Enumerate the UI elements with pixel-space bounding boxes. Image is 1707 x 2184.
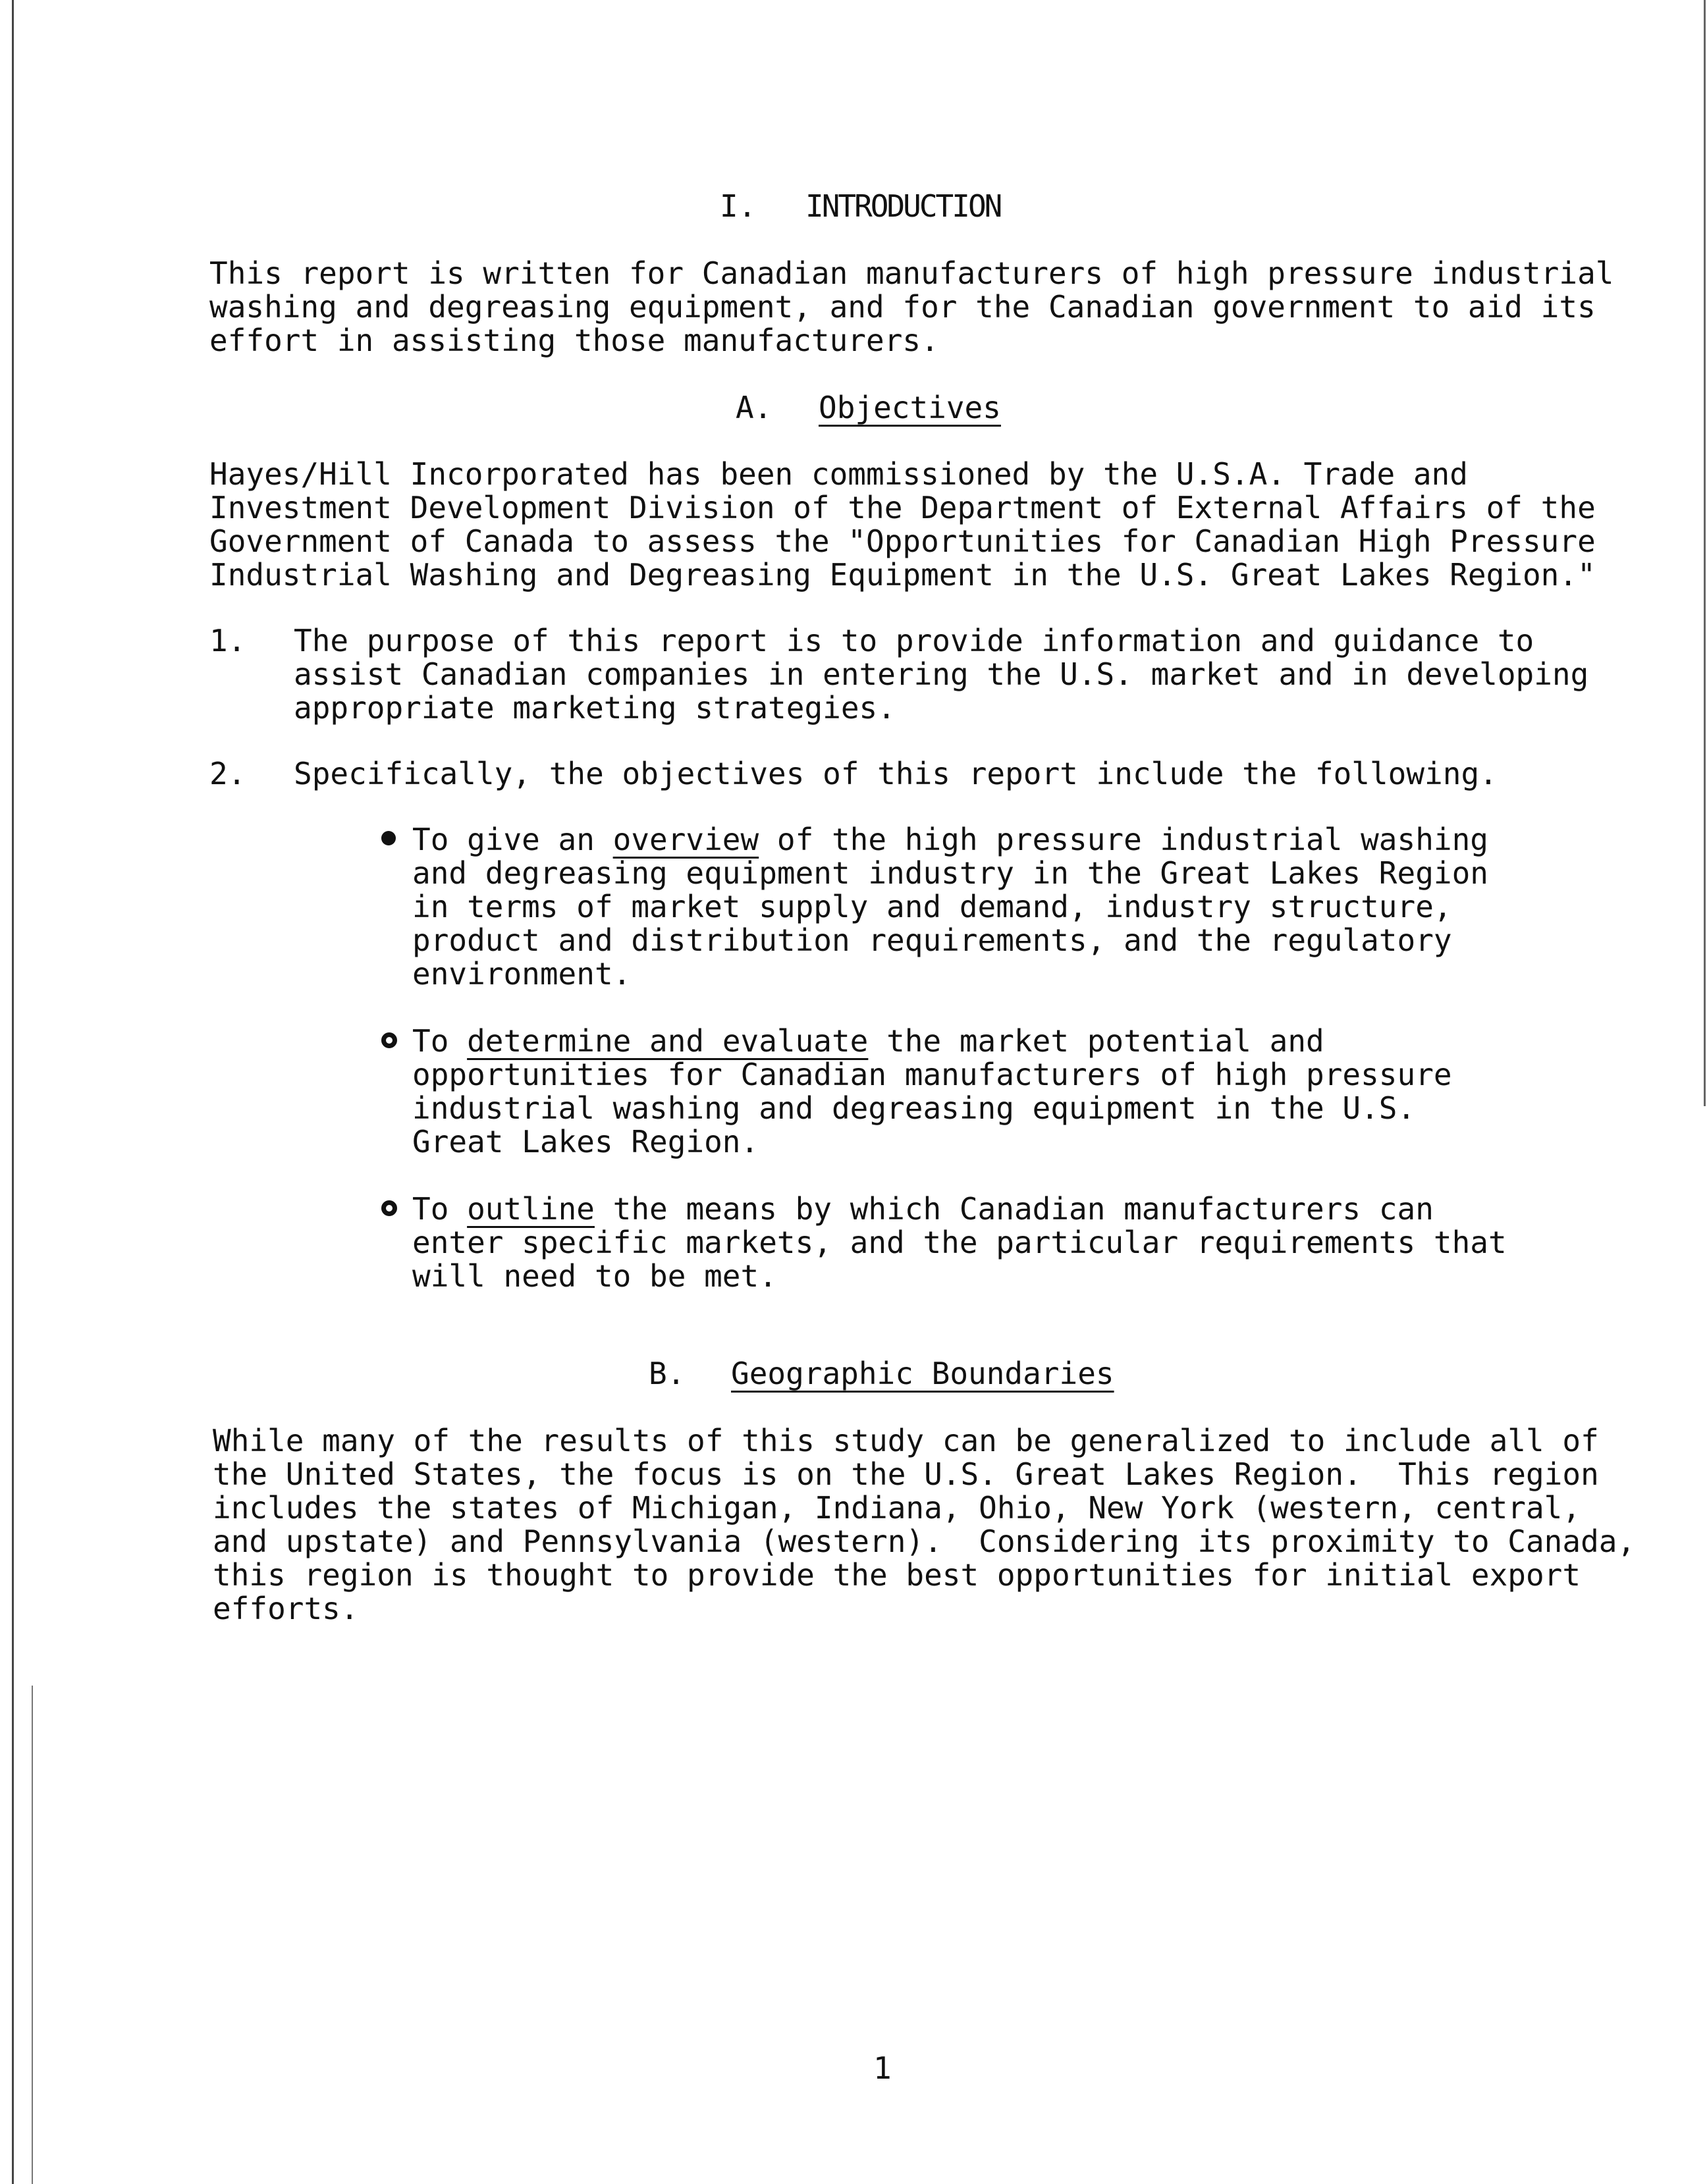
objectives-line: Hayes/Hill Incorporated has been commissioned by the U.S.A. Trade and bbox=[209, 456, 1468, 492]
page-number: 1 bbox=[873, 2050, 892, 2086]
scan-edge-left bbox=[12, 0, 14, 2184]
bullet-line: product and distribution requirements, and the regulatory bbox=[412, 922, 1452, 958]
bullet-first-line bbox=[412, 1191, 1434, 1227]
geographic-line: the United States, the focus is on the U.S. Great Lakes Region. This region bbox=[213, 1456, 1599, 1492]
geographic-heading: Geographic Boundaries bbox=[731, 1356, 1114, 1391]
bullet-first-line bbox=[412, 1023, 1324, 1059]
bullet-line: environment. bbox=[412, 956, 632, 992]
bullet-line: will need to be met. bbox=[412, 1258, 777, 1294]
list-item-number: 2. bbox=[209, 756, 246, 791]
bullet-keyword: outline bbox=[467, 1191, 595, 1227]
geographic-line: includes the states of Michigan, Indiana, Ohio, New York (western, central, bbox=[213, 1490, 1581, 1526]
geographic-line: this region is thought to provide the best opportunities for initial export bbox=[213, 1557, 1581, 1593]
bullet-keyword: overview bbox=[612, 822, 759, 857]
section-number: I. bbox=[720, 188, 757, 224]
bullet-text: the means by which Canadian manufacturers can bbox=[594, 1191, 1434, 1227]
objectives-letter: A. bbox=[736, 390, 772, 425]
bullet-icon bbox=[381, 831, 396, 845]
geographic-line: efforts. bbox=[213, 1591, 359, 1626]
bullet-line: enter specific markets, and the particular requirements that bbox=[412, 1225, 1507, 1260]
bullet-text: To bbox=[412, 1191, 468, 1227]
bullet-line: industrial washing and degreasing equipment in the U.S. bbox=[412, 1090, 1416, 1126]
bullet-line: Great Lakes Region. bbox=[412, 1124, 759, 1159]
section-title: INTRODUCTION bbox=[805, 188, 1001, 224]
list-item-number: 1. bbox=[209, 623, 246, 658]
list-item-line: The purpose of this report is to provide information and guidance to bbox=[294, 623, 1534, 658]
objectives-line: Government of Canada to assess the "Opportunities for Canadian High Pressure bbox=[209, 523, 1596, 559]
list-item-line: assist Canadian companies in entering the U.S. market and in developing bbox=[294, 656, 1589, 692]
bullet-icon bbox=[381, 1200, 397, 1216]
geographic-line: While many of the results of this study can be generalized to include all of bbox=[213, 1423, 1599, 1458]
list-item-line: Specifically, the objectives of this report include the following. bbox=[294, 756, 1498, 791]
objectives-line: Industrial Washing and Degreasing Equipment in the U.S. Great Lakes Region." bbox=[209, 557, 1596, 593]
geographic-letter: B. bbox=[649, 1356, 686, 1391]
objectives-line: Investment Development Division of the Department of External Affairs of the bbox=[209, 490, 1596, 525]
bullet-text: To bbox=[412, 1023, 468, 1059]
bullet-line: in terms of market supply and demand, industry structure, bbox=[412, 889, 1452, 924]
bullet-text: To give an bbox=[412, 822, 613, 857]
bullet-line: and degreasing equipment industry in the Great Lakes Region bbox=[412, 855, 1488, 891]
objectives-heading: Objectives bbox=[819, 390, 1001, 425]
bullet-first-line bbox=[412, 824, 1488, 855]
scan-edge-left-inner bbox=[32, 1686, 33, 2184]
bullet-line: opportunities for Canadian manufacturers of high pressure bbox=[412, 1057, 1452, 1092]
scan-edge-right bbox=[1704, 0, 1706, 1106]
intro-line: washing and degreasing equipment, and for the Canadian government to aid its bbox=[209, 289, 1596, 325]
bullet-icon bbox=[381, 1032, 397, 1048]
geographic-line: and upstate) and Pennsylvania (western). Considering its proximity to Canada, bbox=[213, 1524, 1636, 1559]
bullet-text: of the high pressure industrial washing bbox=[759, 822, 1488, 857]
bullet-text: the market potential and bbox=[868, 1023, 1324, 1059]
intro-line: This report is written for Canadian manufacturers of high pressure industrial bbox=[209, 255, 1614, 291]
bullet-keyword: determine and evaluate bbox=[467, 1023, 869, 1059]
intro-line: effort in assisting those manufacturers. bbox=[209, 323, 939, 358]
list-item-line: appropriate marketing strategies. bbox=[294, 690, 896, 726]
